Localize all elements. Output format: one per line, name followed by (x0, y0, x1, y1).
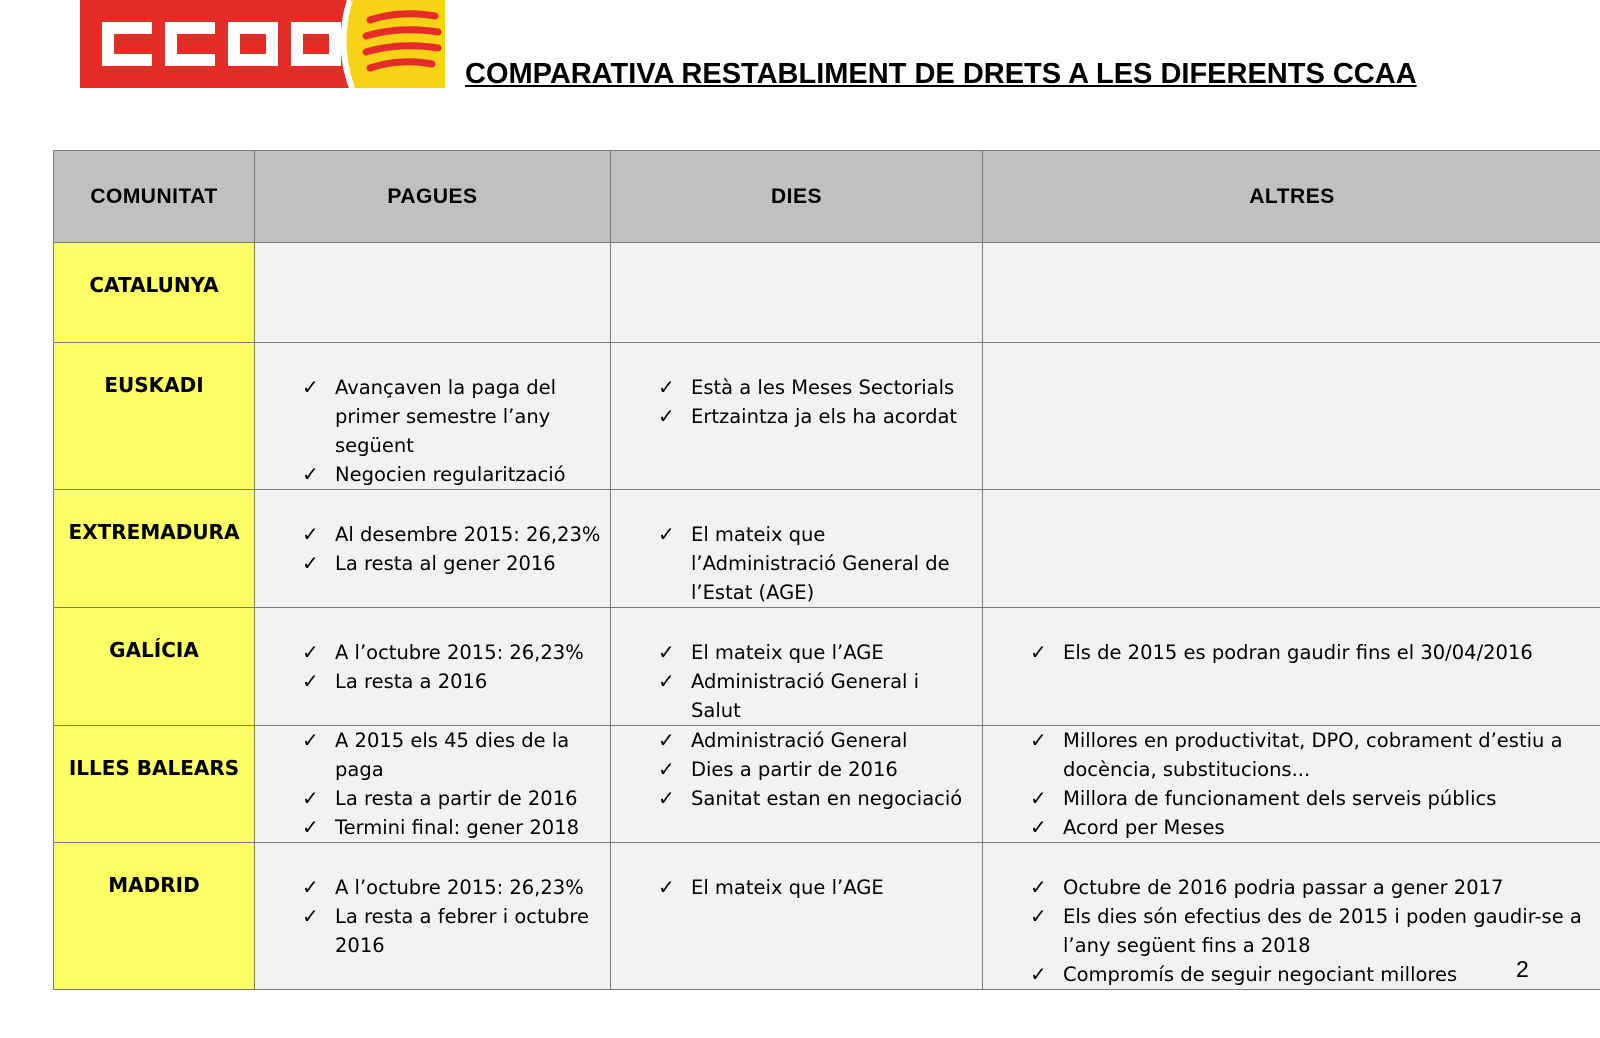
list-item-text: Administració General i Salut (691, 670, 920, 722)
table-row (54, 343, 1600, 490)
check-mark-icon: ✓ (658, 875, 675, 899)
cell-dies (611, 843, 983, 990)
list-item-text: A l’octubre 2015: 26,23% (335, 876, 584, 899)
list-item-text: Termini final: gener 2018 (335, 816, 580, 839)
list-item (255, 373, 610, 460)
check-mark-icon: ✓ (302, 462, 319, 486)
list-item (983, 638, 1600, 667)
list-item-text: Al desembre 2015: 26,23% (335, 523, 601, 546)
list-item-text: A 2015 els 45 dies de la paga (335, 729, 570, 781)
header-pagues: PAGUES (255, 151, 611, 243)
checklist (983, 638, 1600, 667)
cell-dies (611, 726, 983, 843)
checklist (255, 520, 610, 578)
list-item (611, 726, 982, 755)
checklist (255, 373, 610, 489)
list-item-text: Ertzaintza ja els ha acordat (691, 405, 958, 428)
list-item (983, 813, 1600, 842)
list-item (983, 784, 1600, 813)
list-item-text: Els dies són efectius des de 2015 i poden gaudir-se a l’any següent fins a 2018 (1063, 905, 1582, 957)
checklist (255, 873, 610, 960)
check-mark-icon: ✓ (1030, 786, 1047, 810)
header-altres: ALTRES (983, 151, 1600, 243)
cell-pagues (255, 726, 611, 843)
check-mark-icon: ✓ (1030, 728, 1047, 752)
checklist (611, 520, 982, 607)
check-mark-icon: ✓ (302, 551, 319, 575)
list-item-text: Millora de funcionament dels serveis públics (1063, 787, 1497, 810)
cell-pagues (255, 343, 611, 490)
list-item-text: Octubre de 2016 podria passar a gener 2017 (1063, 876, 1504, 899)
cell-pagues (255, 490, 611, 608)
list-item-text: Els de 2015 es podran gaudir fins el 30/04/2016 (1063, 641, 1533, 664)
cell-pagues (255, 843, 611, 990)
list-item (255, 902, 610, 960)
ccoo-logo (80, 0, 445, 88)
cell-dies (611, 243, 983, 343)
check-mark-icon: ✓ (302, 815, 319, 839)
list-item (255, 638, 610, 667)
list-item-text: El mateix que l’AGE (691, 876, 884, 899)
document-title: COMPARATIVA RESTABLIMENT DE DRETS A LES DIFERENTS CCAA (465, 58, 1417, 90)
check-mark-icon: ✓ (658, 375, 675, 399)
list-item (983, 873, 1600, 902)
region-name: CATALUNYA (54, 243, 255, 343)
check-mark-icon: ✓ (1030, 904, 1047, 928)
list-item (983, 726, 1600, 784)
region-name: EUSKADI (54, 343, 255, 490)
checklist (983, 726, 1600, 842)
cell-altres (983, 726, 1600, 843)
header-dies: DIES (611, 151, 983, 243)
checklist (611, 873, 982, 902)
comparison-table (53, 150, 1600, 990)
region-name: ILLES BALEARS (54, 726, 255, 843)
list-item (255, 667, 610, 696)
list-item-text: Administració General (691, 729, 908, 752)
checklist (611, 373, 982, 431)
list-item (611, 873, 982, 902)
header-comunitat: COMUNITAT (54, 151, 255, 243)
cell-pagues (255, 243, 611, 343)
list-item (255, 460, 610, 489)
list-item (611, 373, 982, 402)
check-mark-icon: ✓ (302, 375, 319, 399)
list-item-text: Sanitat estan en negociació (691, 787, 963, 810)
check-mark-icon: ✓ (658, 728, 675, 752)
cell-pagues (255, 608, 611, 726)
check-mark-icon: ✓ (658, 757, 675, 781)
table-row (54, 243, 1600, 343)
list-item-text: A l’octubre 2015: 26,23% (335, 641, 584, 664)
list-item (983, 960, 1600, 989)
cell-altres (983, 608, 1600, 726)
list-item (255, 813, 610, 842)
check-mark-icon: ✓ (658, 640, 675, 664)
cell-altres (983, 243, 1600, 343)
check-mark-icon: ✓ (302, 669, 319, 693)
list-item-text: Avançaven la paga del primer semestre l’any següent (335, 376, 557, 457)
table-row (54, 843, 1600, 990)
list-item-text: La resta a febrer i octubre 2016 (335, 905, 589, 957)
page-number: 2 (1516, 956, 1529, 982)
list-item (255, 873, 610, 902)
check-mark-icon: ✓ (658, 669, 675, 693)
list-item (255, 726, 610, 784)
check-mark-icon: ✓ (302, 904, 319, 928)
cell-dies (611, 343, 983, 490)
list-item-text: Millores en productivitat, DPO, cobrament d’estiu a docència, substitucions... (1063, 729, 1563, 781)
list-item (255, 520, 610, 549)
cell-altres (983, 843, 1600, 990)
list-item (611, 520, 982, 607)
list-item-text: La resta a 2016 (335, 670, 488, 693)
cell-dies (611, 490, 983, 608)
list-item-text: Negocien regularització (335, 463, 566, 486)
table-row (54, 726, 1600, 843)
list-item (983, 902, 1600, 960)
list-item (255, 549, 610, 578)
table-row (54, 490, 1600, 608)
list-item (611, 667, 982, 725)
list-item-text: La resta al gener 2016 (335, 552, 556, 575)
list-item-text: El mateix que l’Administració General de l’Estat (AGE) (691, 523, 950, 604)
list-item (611, 755, 982, 784)
checklist (611, 638, 982, 725)
list-item (611, 784, 982, 813)
check-mark-icon: ✓ (658, 786, 675, 810)
check-mark-icon: ✓ (302, 875, 319, 899)
check-mark-icon: ✓ (1030, 815, 1047, 839)
list-item-text: Acord per Meses (1063, 816, 1225, 839)
list-item (611, 638, 982, 667)
region-name: GALÍCIA (54, 608, 255, 726)
check-mark-icon: ✓ (302, 640, 319, 664)
cell-altres (983, 343, 1600, 490)
check-mark-icon: ✓ (658, 404, 675, 428)
list-item-text: Està a les Meses Sectorials (691, 376, 955, 399)
checklist (255, 638, 610, 696)
check-mark-icon: ✓ (1030, 640, 1047, 664)
list-item-text: Dies a partir de 2016 (691, 758, 898, 781)
table-row (54, 608, 1600, 726)
cell-dies (611, 608, 983, 726)
check-mark-icon: ✓ (1030, 962, 1047, 986)
check-mark-icon: ✓ (658, 522, 675, 546)
list-item-text: La resta a partir de 2016 (335, 787, 578, 810)
list-item-text: Compromís de seguir negociant millores (1063, 963, 1458, 986)
checklist (983, 873, 1600, 989)
list-item (255, 784, 610, 813)
check-mark-icon: ✓ (302, 522, 319, 546)
check-mark-icon: ✓ (302, 728, 319, 752)
region-name: MADRID (54, 843, 255, 990)
list-item (611, 402, 982, 431)
checklist (255, 726, 610, 842)
region-name: EXTREMADURA (54, 490, 255, 608)
check-mark-icon: ✓ (1030, 875, 1047, 899)
list-item-text: El mateix que l’AGE (691, 641, 884, 664)
checklist (611, 726, 982, 813)
check-mark-icon: ✓ (302, 786, 319, 810)
cell-altres (983, 490, 1600, 608)
table-header-row (54, 151, 1600, 243)
